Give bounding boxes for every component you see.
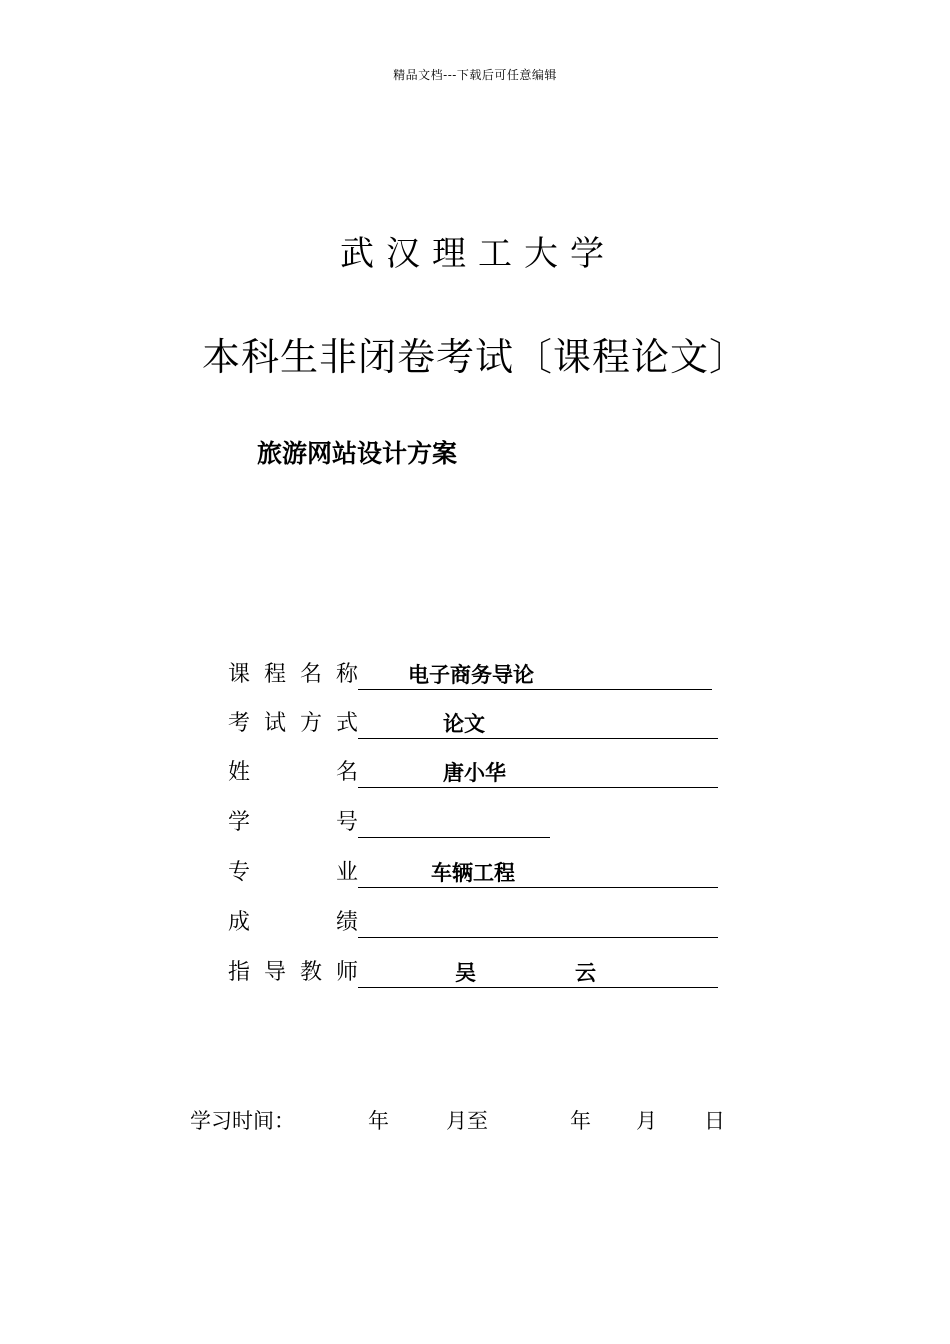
grade-field [358,908,718,938]
advisor-field [358,958,718,988]
study-time-month-2: 月 [636,1109,657,1133]
study-time-day-2: 日 [704,1109,725,1133]
header-note: 精品文档---下载后可任意编辑 [393,68,557,82]
course-name-field [358,660,712,690]
major-field [358,858,718,888]
study-time-line [190,1106,750,1136]
student-id-row [228,806,550,838]
advisor-given-name: 云 [575,961,596,985]
exam-method-label: 考 试 方 式 [228,711,358,736]
study-time-year-2: 年 [570,1109,591,1133]
course-name-label: 课 程 名 称 [228,662,358,687]
major-value: 车辆工程 [431,861,515,885]
major-row [228,856,718,888]
exam-method-row [228,707,718,739]
study-time-month-to: 月至 [446,1109,488,1133]
exam-method-field [358,709,718,739]
grade-label: 成 绩 [228,910,358,935]
student-id-label: 学 号 [228,810,358,835]
exam-method-value: 论文 [443,712,485,736]
course-name-value: 电子商务导论 [408,663,534,687]
student-name-label: 姓 名 [228,760,358,785]
study-time-year-1: 年 [368,1109,389,1133]
major-label: 专 业 [228,860,358,885]
study-time-label: 学习时间： [190,1109,295,1133]
advisor-label: 指 导 教 师 [228,960,358,985]
student-id-field [358,808,550,838]
advisor-row [228,956,718,988]
student-name-row [228,756,718,788]
course-name-row [228,658,712,690]
grade-row [228,906,718,938]
student-name-value: 唐小华 [443,761,506,785]
university-name: 武汉理工大学 [340,234,616,274]
student-name-field [358,758,718,788]
exam-type-title: 本科生非闭卷考试〔课程论文〕 [201,335,748,379]
advisor-surname: 吴 [455,961,476,985]
paper-title: 旅游网站设计方案 [257,439,458,468]
